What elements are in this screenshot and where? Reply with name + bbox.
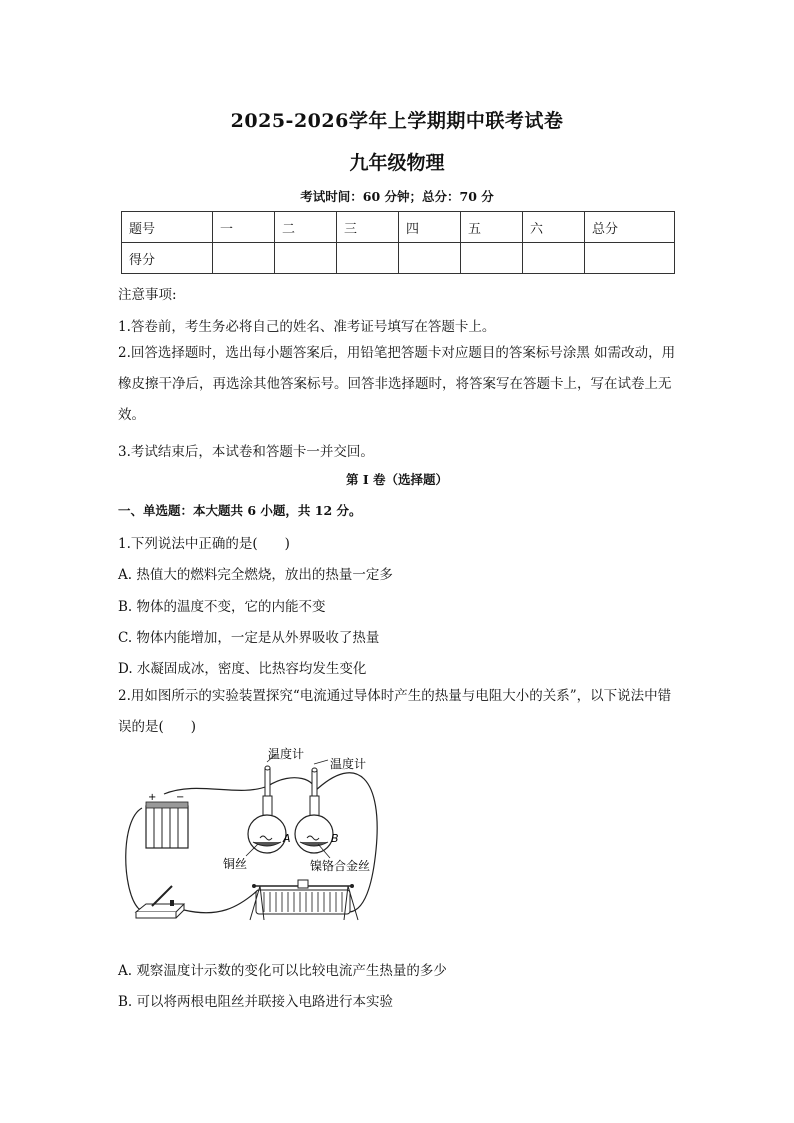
score-cell[interactable] — [337, 243, 399, 274]
switch-icon — [136, 886, 184, 918]
rheostat-icon — [250, 880, 358, 920]
option-c: C. 物体内能增加，一定是从外界吸收了热量 — [118, 630, 380, 646]
battery-minus: − — [176, 792, 185, 803]
wire — [268, 778, 314, 792]
notes-heading: 注意事项: — [118, 287, 177, 303]
nichrome-wire-label: 镍铬合金丝 — [310, 859, 371, 873]
battery-plus: + — [148, 792, 157, 803]
option-a: A. 热值大的燃料完全燃烧，放出的热量一定多 — [118, 567, 393, 583]
score-cell[interactable] — [461, 243, 523, 274]
question-stem: 1.下列说法中正确的是( ) — [118, 536, 290, 552]
flask-b-label: B — [331, 832, 339, 845]
question-stem: 2.用如图所示的实验装置探究“电流通过导体时产生的热量与电阻大小的关系”，以下说法中错误的是( ) — [118, 688, 672, 735]
score-cell[interactable] — [523, 243, 585, 274]
table-cell: 五 — [461, 212, 523, 243]
score-cell[interactable] — [213, 243, 275, 274]
table-cell: 六 — [523, 212, 585, 243]
table-cell: 题号 — [122, 212, 213, 243]
note-item: 2.回答选择题时，选出每小题答案后，用铅笔把答题卡对应题目的答案标号涂黑 如需改动，用橡皮擦干净后，再选涂其他答案标号。回答非选择题时，将答案写在答题卡上，写在试卷上无效。 — [118, 345, 676, 423]
table-cell: 总分 — [585, 212, 675, 243]
option-b: B. 物体的温度不变，它的内能不变 — [118, 599, 326, 615]
exam-subtitle: 九年级物理 — [349, 152, 445, 174]
section-heading: 一、单选题：本大题共 6 小题，共 12 分。 — [118, 503, 362, 518]
score-table — [121, 211, 675, 274]
score-cell[interactable] — [585, 243, 675, 274]
thermometer-label: 温度计 — [330, 757, 367, 771]
exam-info: 考试时间：60 分钟；总分：70 分 — [300, 189, 494, 204]
flask-a-icon — [248, 766, 286, 853]
table-cell: 二 — [275, 212, 337, 243]
note-item: 3.考试结束后，本试卷和答题卡一并交回。 — [118, 444, 374, 460]
copper-wire-label: 铜丝 — [223, 857, 248, 871]
option-a: A. 观察温度计示数的变化可以比较电流产生热量的多少 — [118, 963, 447, 979]
table-cell: 四 — [399, 212, 461, 243]
volume-heading: 第 I 卷（选择题） — [345, 472, 449, 487]
score-table-score-row — [122, 243, 675, 274]
option-b: B. 可以将两根电阻丝并联接入电路进行本实验 — [118, 994, 394, 1010]
score-cell[interactable] — [399, 243, 461, 274]
thermometer-label: 温度计 — [268, 747, 305, 761]
exam-title: 2025-2026学年上学期期中联考试卷 — [230, 110, 564, 132]
table-cell: 三 — [337, 212, 399, 243]
table-cell: 一 — [213, 212, 275, 243]
flask-a-label: A — [283, 832, 291, 845]
wire — [126, 808, 142, 908]
table-cell: 得分 — [122, 243, 213, 274]
score-table-header-row — [122, 212, 675, 243]
battery-icon — [146, 792, 188, 848]
option-d: D. 水凝固成冰，密度、比热容均发生变化 — [118, 661, 367, 677]
wire — [184, 890, 258, 913]
note-item: 1.答卷前，考生务必将自己的姓名、准考证号填写在答题卡上。 — [118, 319, 496, 335]
circuit-figure — [118, 740, 398, 950]
score-cell[interactable] — [275, 243, 337, 274]
